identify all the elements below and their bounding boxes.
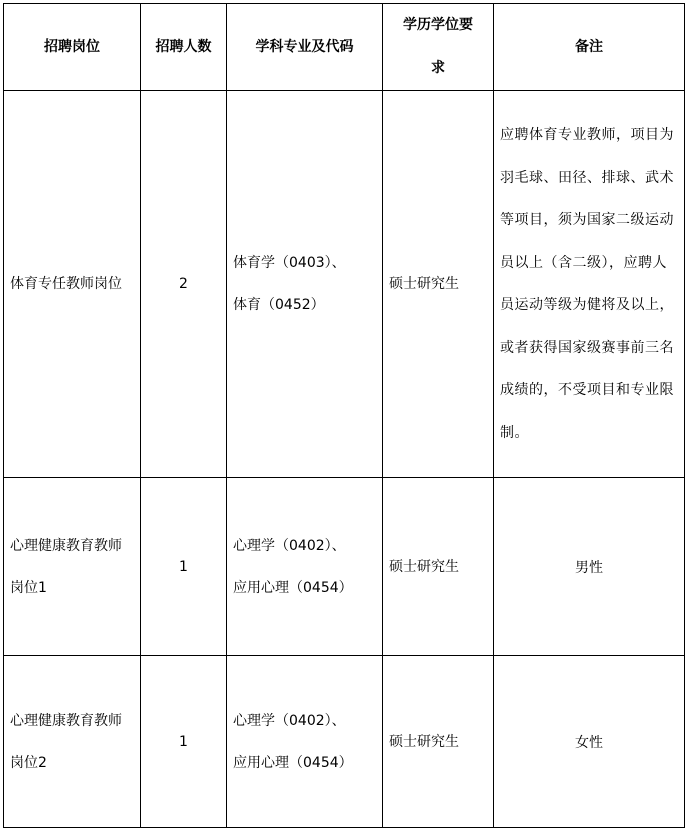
cell-major: [227, 91, 383, 478]
cell-note: 男性: [494, 478, 685, 656]
major-line-1: 体育学（0403）、: [233, 255, 346, 271]
major-line-2: 体育（0452）: [233, 297, 325, 313]
cell-major: [227, 478, 383, 656]
table-row: [4, 656, 685, 828]
cell-count: 2: [141, 91, 227, 478]
recruitment-table: [3, 3, 685, 828]
header-row: [4, 4, 685, 91]
header-degree: [383, 4, 494, 91]
cell-major: [227, 656, 383, 828]
header-note: 备注: [494, 4, 685, 91]
cell-note: 女性: [494, 656, 685, 828]
cell-degree: 硕士研究生: [383, 478, 494, 656]
major-line-2: 应用心理（0454）: [233, 579, 353, 596]
cell-count: 1: [141, 656, 227, 828]
table-row: [4, 91, 685, 478]
major-line-2: 应用心理（0454）: [233, 754, 353, 771]
major-line-1: 心理学（0402）、: [233, 537, 346, 554]
cell-degree: 硕士研究生: [383, 656, 494, 828]
cell-position: 心理健康教育教师岗位2: [4, 656, 141, 828]
header-major: 学科专业及代码: [227, 4, 383, 91]
cell-position: 心理健康教育教师岗位1: [4, 478, 141, 656]
header-count: 招聘人数: [141, 4, 227, 91]
cell-degree: 硕士研究生: [383, 91, 494, 478]
header-degree-text: 学历学位要求: [403, 17, 473, 76]
cell-count: 1: [141, 478, 227, 656]
cell-note: 应聘体育专业教师，项目为羽毛球、田径、排球、武术等项目，须为国家二级运动员以上（含二级），应聘人员运动等级为健将及以上，或者获得国家级赛事前三名成绩的，不受项目和专业限制。: [494, 91, 685, 478]
cell-position: 体育专任教师岗位: [4, 91, 141, 478]
table-row: [4, 478, 685, 656]
major-line-1: 心理学（0402）、: [233, 712, 346, 729]
header-position: 招聘岗位: [4, 4, 141, 91]
